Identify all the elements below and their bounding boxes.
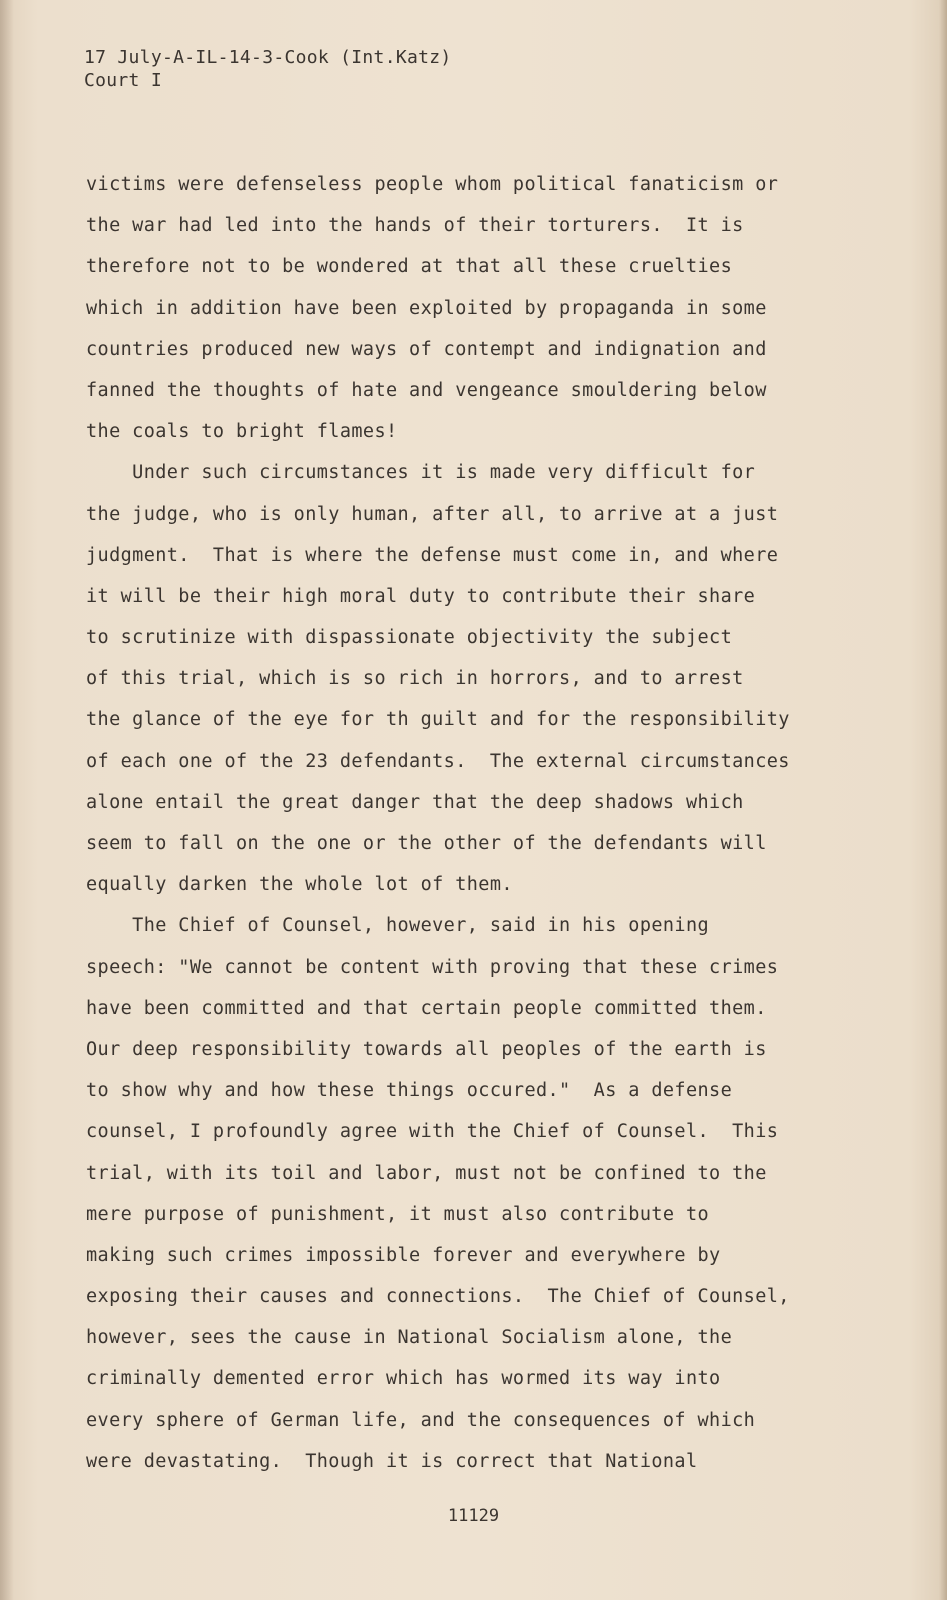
- text-line: mere purpose of punishment, it must also contribute to: [86, 1203, 710, 1225]
- text-line: seem to fall on the one or the other of the defendants will: [86, 833, 767, 854]
- text-line: fanned the thoughts of hate and vengeance smouldering below: [86, 379, 767, 401]
- text-line: judgment. That is where the defense must come in, and where: [86, 544, 779, 566]
- text-line: making such crimes impossible forever and everywhere by: [86, 1244, 721, 1266]
- text-line: speech: "We cannot be content with proving that these crimes: [86, 956, 779, 978]
- text-line: counsel, I profoundly agree with the Chief of Counsel. This: [86, 1121, 779, 1143]
- text-line: have been committed and that certain people committed them.: [86, 997, 767, 1019]
- text-line: equally darken the whole lot of them.: [86, 874, 513, 896]
- text-line: to show why and how these things occured." As a defense: [86, 1080, 733, 1102]
- text-line: The Chief of Counsel, however, said in his opening: [86, 915, 710, 937]
- text-line: it will be their high moral duty to contribute their share: [86, 585, 756, 607]
- paper-left-edge: [0, 0, 14, 1600]
- text-line: which in addition have been exploited by propaganda in some: [86, 297, 767, 319]
- text-line: every sphere of German life, and the consequences of which: [86, 1409, 756, 1431]
- text-line: of this trial, which is so rich in horrors, and to arrest: [86, 668, 744, 690]
- document-body: [86, 164, 846, 1482]
- text-line: trial, with its toil and labor, must not be confined to the: [86, 1162, 767, 1184]
- text-line: of each one of the 23 defendants. The external circumstances: [86, 750, 790, 772]
- header-court: Court I: [84, 70, 162, 91]
- text-line: however, sees the cause in National Socialism alone, the: [86, 1327, 733, 1349]
- text-line: the war had led into the hands of their torturers. It is: [86, 215, 744, 237]
- text-line: exposing their causes and connections. The Chief of Counsel,: [86, 1286, 790, 1308]
- text-line: the judge, who is only human, after all, to arrive at a just: [86, 503, 779, 525]
- text-line: Under such circumstances it is made very difficult for: [86, 462, 756, 484]
- text-line: were devastating. Though it is correct that National: [86, 1450, 698, 1472]
- page-number: 11129: [447, 1506, 500, 1526]
- text-line: countries produced new ways of contempt and indignation and: [86, 338, 767, 360]
- text-line: Our deep responsibility towards all peoples of the earth is: [86, 1038, 767, 1060]
- text-line: criminally demented error which has wormed its way into: [86, 1368, 721, 1390]
- text-line: to scrutinize with dispassionate objectivity the subject: [86, 627, 733, 649]
- header-reference: 17 July-A-IL-14-3-Cook (Int.Katz): [84, 47, 452, 68]
- text-line: the coals to bright flames!: [86, 421, 398, 443]
- paper-right-edge: [939, 0, 947, 1600]
- text-line: therefore not to be wondered at that all these cruelties: [86, 256, 733, 278]
- text-line: victims were defenseless people whom political fanaticism or: [86, 174, 779, 195]
- text-line: alone entail the great danger that the deep shadows which: [86, 791, 744, 813]
- document-header: [84, 46, 452, 92]
- text-line: the glance of the eye for th guilt and for the responsibility: [86, 709, 790, 731]
